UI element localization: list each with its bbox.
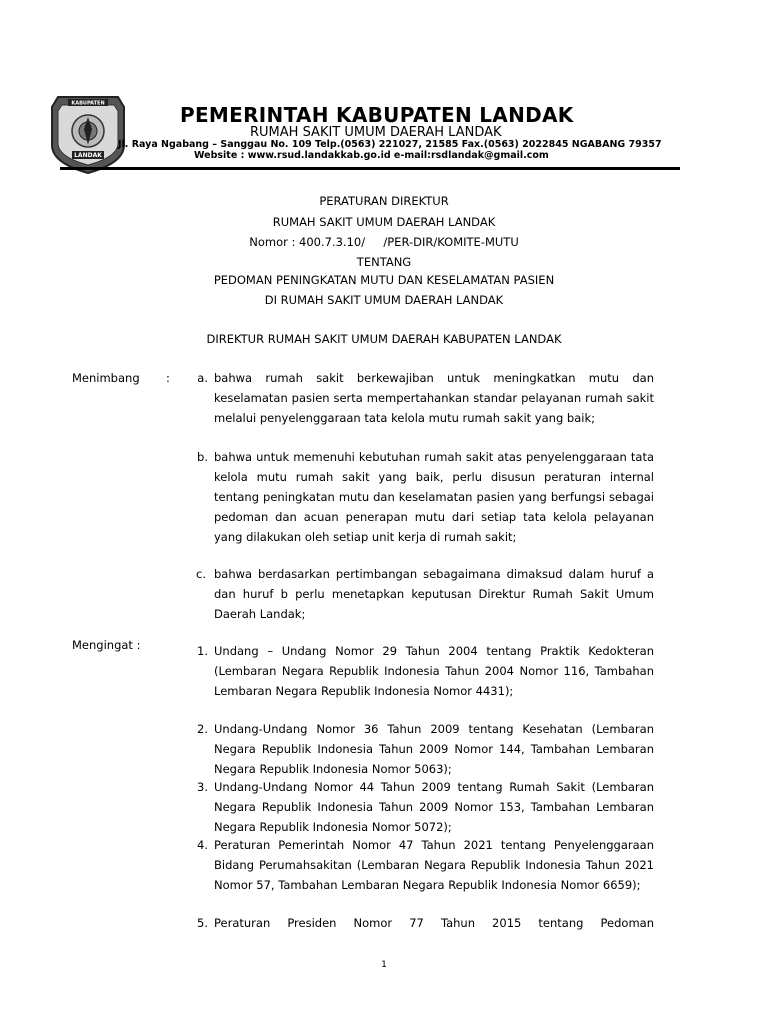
mengingat-item-3: Undang-Undang Nomor 44 Tahun 2009 tentang Rumah Sakit (Lembaran Negara Republik Indonesia Tahun 2009 Nomor 153, Tambahan Lembaran Negara Republik Indonesia Nomor 5072); [214,780,654,834]
mengingat-item-4: Peraturan Pemerintah Nomor 47 Tahun 2021 tentang Penyelenggaraan Bidang Perumahsakitan (Lembaran Negara Republik Indonesia Tahun 2021 Nomor 57, Tambahan Lembaran Negara Republik Indonesia Nomor 6659); [214,838,654,892]
menimbang-mark-b: b. [197,450,208,464]
doc-number: Nomor : 400.7.3.10/ /PER-DIR/KOMITE-MUTU [249,235,519,249]
doc-subject-line1: PEDOMAN PENINGKATAN MUTU DAN KESELAMATAN PASIEN [213,273,555,287]
emblem-text-top: KABUPATEN [71,100,105,107]
doc-tentang: TENTANG [356,255,412,269]
mengingat-mark-5: 5. [197,916,208,930]
doc-subject-line2: DI RUMAH SAKIT UMUM DAERAH LANDAK [264,293,504,307]
menimbang-mark-c: c. [196,567,206,581]
menimbang-colon: : [166,371,170,385]
menimbang-item-a: bahwa rumah sakit berkewajiban untuk meningkatkan mutu dan keselamatan pasien serta mempertahankan standar pelayanan rumah sakit melalui penyelenggaraan tata kelola mutu rumah sakit yang baik; [214,371,654,425]
doc-authority: DIREKTUR RUMAH SAKIT UMUM DAERAH KABUPATEN LANDAK [206,332,562,346]
mengingat-mark-2: 2. [197,722,208,736]
page-number: 1 [381,960,387,970]
mengingat-mark-3: 3. [197,780,208,794]
mengingat-mark-1: 1. [197,644,208,658]
mengingat-item-1: Undang – Undang Nomor 29 Tahun 2004 tentang Praktik Kedokteran (Lembaran Negara Republik Indonesia Tahun 2004 Nomor 116, Tambahan Lembaran Negara Republik Indonesia Nomor 4431); [214,644,654,698]
menimbang-label: Menimbang [72,371,140,385]
menimbang-item-c: bahwa berdasarkan pertimbangan sebagaimana dimaksud dalam huruf a dan huruf b perlu menetapkan keputusan Direktur Rumah Sakit Umum Daerah Landak; [214,567,654,621]
menimbang-item-b: bahwa untuk memenuhi kebutuhan rumah sakit atas penyelenggaraan tata kelola mutu rumah sakit yang baik, perlu disusun peraturan internal tentang peningkatan mutu dan keselamatan pasien yang berfungsi sebagai pedoman dan acuan penerapan mutu dari setiap tata kelola pelayanan yang dilakukan oleh setiap unit kerja di rumah sakit; [214,450,654,544]
doc-issuer: RUMAH SAKIT UMUM DAERAH LANDAK [272,215,496,229]
doc-type: PERATURAN DIREKTUR [319,194,449,208]
menimbang-mark-a: a. [197,371,208,385]
letterhead-address: Jl. Raya Ngabang – Sanggau No. 109 Telp.(0563) 221027, 21585 Fax.(0563) 2022845 NGABANG 79357 [118,139,662,150]
letterhead-title: PEMERINTAH KABUPATEN LANDAK [180,103,574,127]
emblem-text-bottom: LANDAK [74,152,102,159]
letterhead-website: Website : www.rsud.landakkab.go.id e-mail:rsdlandak@gmail.com [194,150,549,161]
mengingat-label: Mengingat : [72,638,141,652]
mengingat-item-2: Undang-Undang Nomor 36 Tahun 2009 tentang Kesehatan (Lembaran Negara Republik Indonesia Tahun 2009 Nomor 144, Tambahan Lembaran Negara Republik Indonesia Nomor 5063); [214,722,654,776]
kabupaten-landak-emblem [48,93,128,175]
mengingat-item-5: Peraturan Presiden Nomor 77 Tahun 2015 tentang Pedoman [214,916,654,930]
letterhead-divider [60,167,680,170]
mengingat-mark-4: 4. [197,838,208,852]
letterhead-subtitle: RUMAH SAKIT UMUM DAERAH LANDAK [250,125,502,140]
